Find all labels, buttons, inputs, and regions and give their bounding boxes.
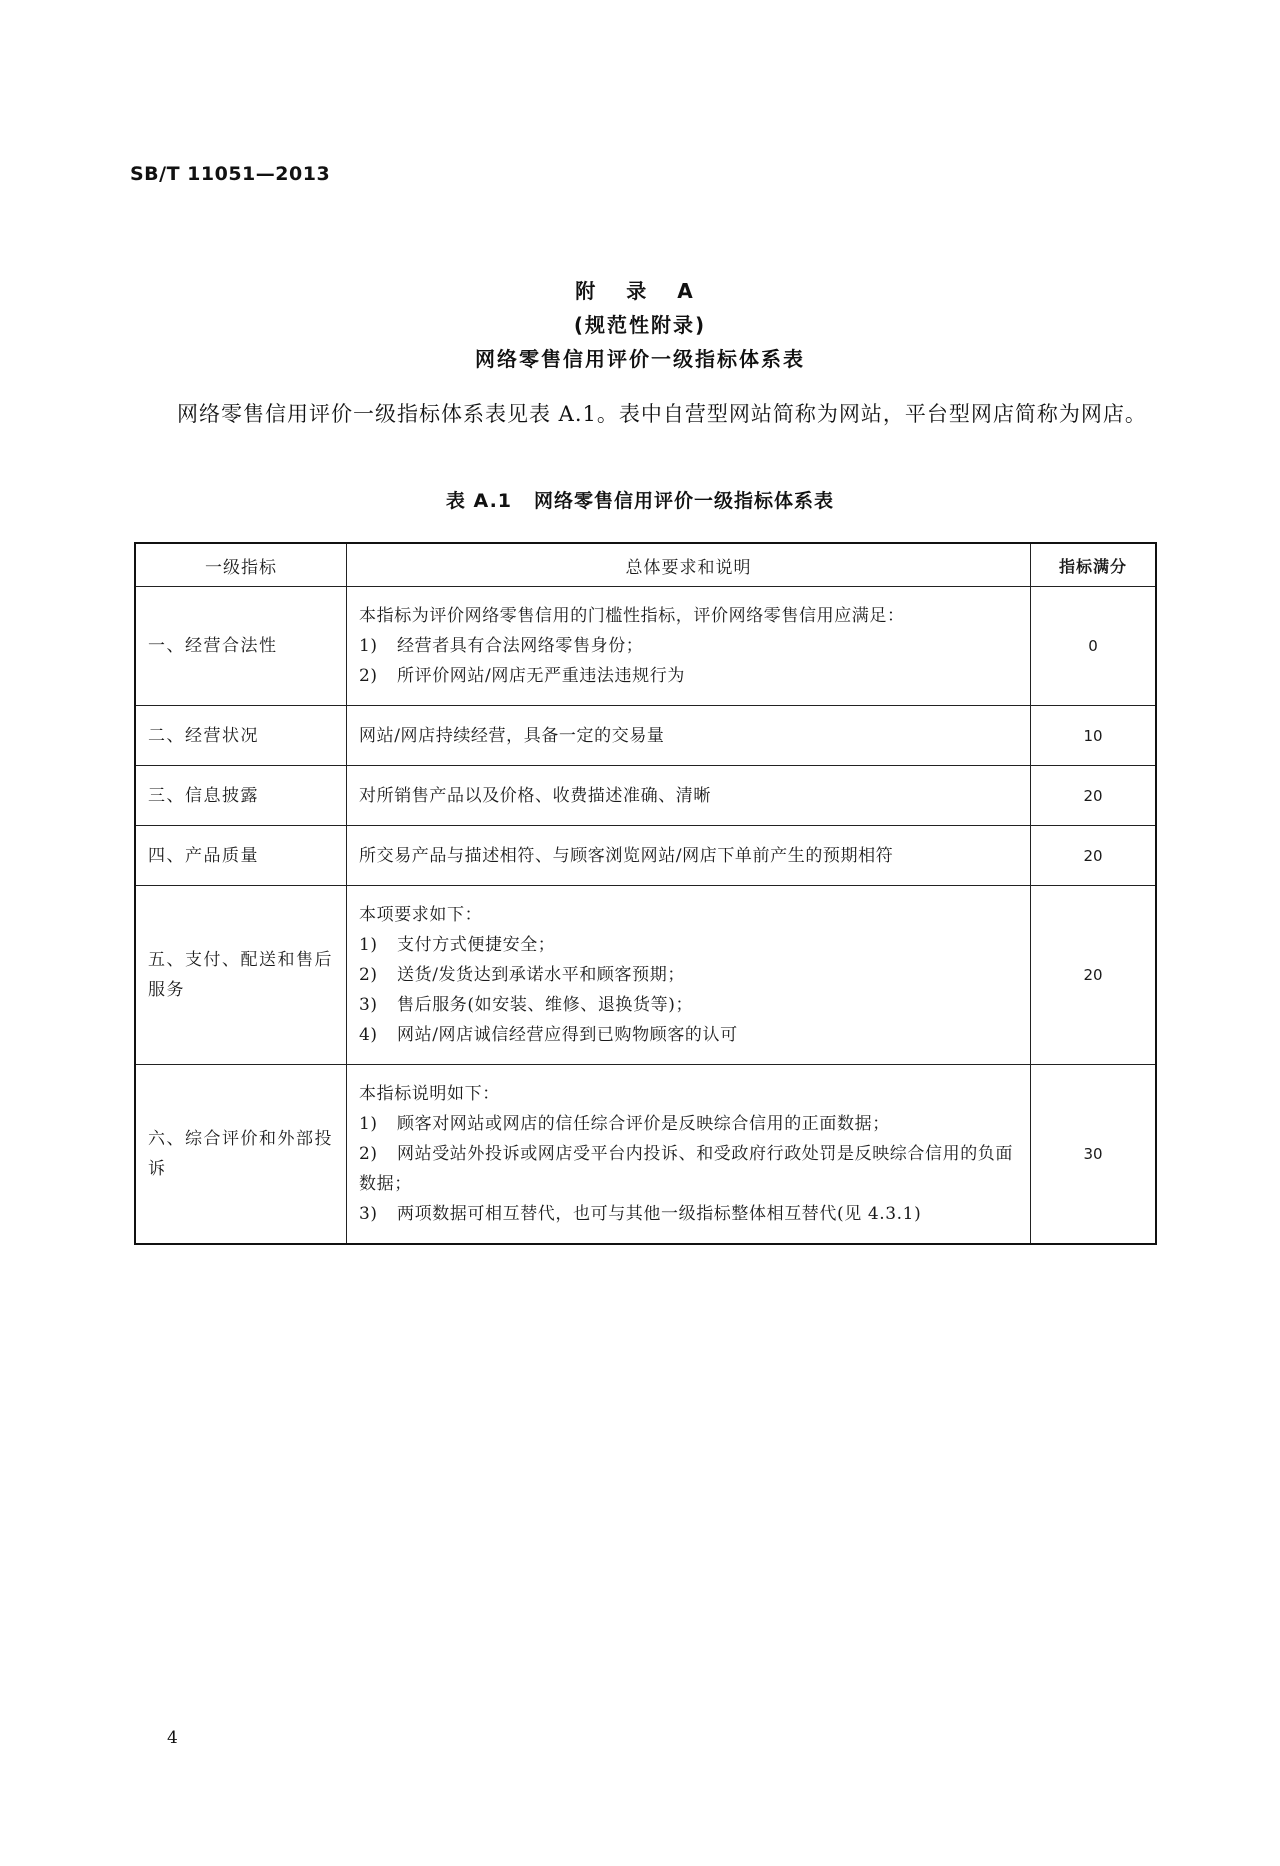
item-text: 送货/发货达到承诺水平和顾客预期； xyxy=(397,965,685,985)
column-header-score: 指标满分 xyxy=(1031,543,1157,587)
description-item xyxy=(359,1109,1018,1139)
table-row xyxy=(135,766,1156,826)
item-number: 1) xyxy=(359,636,378,656)
item-number: 3) xyxy=(359,1204,378,1224)
description-intro: 所交易产品与描述相符、与顾客浏览网站/网店下单前产生的预期相符 xyxy=(359,845,894,866)
description-cell xyxy=(347,587,1031,706)
description-intro: 本指标说明如下： xyxy=(359,1084,500,1104)
description-item xyxy=(359,1139,1018,1199)
item-text: 顾客对网站或网店的信任综合评价是反映综合信用的正面数据； xyxy=(397,1114,890,1134)
indicator-cell: 一、经营合法性 xyxy=(135,587,347,706)
item-text: 网站/网店诚信经营应得到已购物顾客的认可 xyxy=(397,1025,738,1045)
item-text: 支付方式便捷安全； xyxy=(397,935,556,955)
table-caption xyxy=(0,486,1280,513)
indicator-table xyxy=(134,542,1157,1245)
description-cell xyxy=(347,706,1031,766)
score-cell: 20 xyxy=(1031,886,1157,1065)
item-number: 1) xyxy=(359,1114,378,1134)
description-item xyxy=(359,960,1018,990)
appendix-subject: 网络零售信用评价一级指标体系表 xyxy=(475,347,805,371)
score-cell: 20 xyxy=(1031,766,1157,826)
description-cell xyxy=(347,1065,1031,1245)
table-row xyxy=(135,886,1156,1065)
table-row xyxy=(135,1065,1156,1245)
description-cell xyxy=(347,826,1031,886)
score-cell: 0 xyxy=(1031,587,1157,706)
table-body xyxy=(135,587,1156,1245)
table-row xyxy=(135,587,1156,706)
item-number: 2) xyxy=(359,965,378,985)
intro-paragraph: 网络零售信用评价一级指标体系表见表 A.1。表中自营型网站简称为网站，平台型网店简称为网店。 xyxy=(177,402,1147,426)
item-number: 4) xyxy=(359,1025,378,1045)
indicator-cell: 五、支付、配送和售后服务 xyxy=(135,886,347,1065)
item-text: 两项数据可相互替代，也可与其他一级指标整体相互替代(见 4.3.1) xyxy=(397,1204,922,1224)
indicator-cell: 二、经营状况 xyxy=(135,706,347,766)
description-intro: 本项要求如下： xyxy=(359,905,483,925)
description-item xyxy=(359,661,1018,691)
item-text: 售后服务(如安装、维修、退换货等)； xyxy=(397,995,694,1015)
table-row xyxy=(135,826,1156,886)
description-cell xyxy=(347,886,1031,1065)
score-cell: 20 xyxy=(1031,826,1157,886)
indicator-cell: 四、产品质量 xyxy=(135,826,347,886)
description-intro: 网站/网店持续经营，具备一定的交易量 xyxy=(359,725,665,746)
item-text: 经营者具有合法网络零售身份； xyxy=(397,636,644,656)
item-number: 2) xyxy=(359,1144,378,1164)
description-item xyxy=(359,1020,1018,1050)
description-item xyxy=(359,1199,1018,1229)
page-number: 4 xyxy=(167,1728,178,1748)
description-cell xyxy=(347,766,1031,826)
table-row xyxy=(135,706,1156,766)
table-caption-number: 表 A.1 xyxy=(445,490,513,512)
item-text: 网站受站外投诉或网店受平台内投诉、和受政府行政处罚是反映综合信用的负面数据； xyxy=(359,1144,1013,1194)
description-item xyxy=(359,631,1018,661)
column-header-indicator: 一级指标 xyxy=(135,543,347,587)
description-intro: 对所销售产品以及价格、收费描述准确、清晰 xyxy=(359,785,711,806)
score-cell: 30 xyxy=(1031,1065,1157,1245)
description-item xyxy=(359,990,1018,1020)
indicator-cell: 六、综合评价和外部投诉 xyxy=(135,1065,347,1245)
table-header-row xyxy=(135,543,1156,587)
item-number: 2) xyxy=(359,666,378,686)
description-intro: 本指标为评价网络零售信用的门槛性指标，评价网络零售信用应满足： xyxy=(359,606,905,626)
appendix-heading xyxy=(0,274,1280,376)
column-header-description: 总体要求和说明 xyxy=(347,543,1031,587)
standard-code: SB/T 11051—2013 xyxy=(130,163,331,185)
item-number: 3) xyxy=(359,995,378,1015)
score-cell: 10 xyxy=(1031,706,1157,766)
description-item xyxy=(359,930,1018,960)
table-caption-title: 网络零售信用评价一级指标体系表 xyxy=(534,490,835,512)
appendix-title: 附 录 A xyxy=(575,279,705,303)
appendix-type: (规范性附录) xyxy=(573,313,707,337)
indicator-cell: 三、信息披露 xyxy=(135,766,347,826)
item-number: 1) xyxy=(359,935,378,955)
item-text: 所评价网站/网店无严重违法违规行为 xyxy=(397,666,685,686)
